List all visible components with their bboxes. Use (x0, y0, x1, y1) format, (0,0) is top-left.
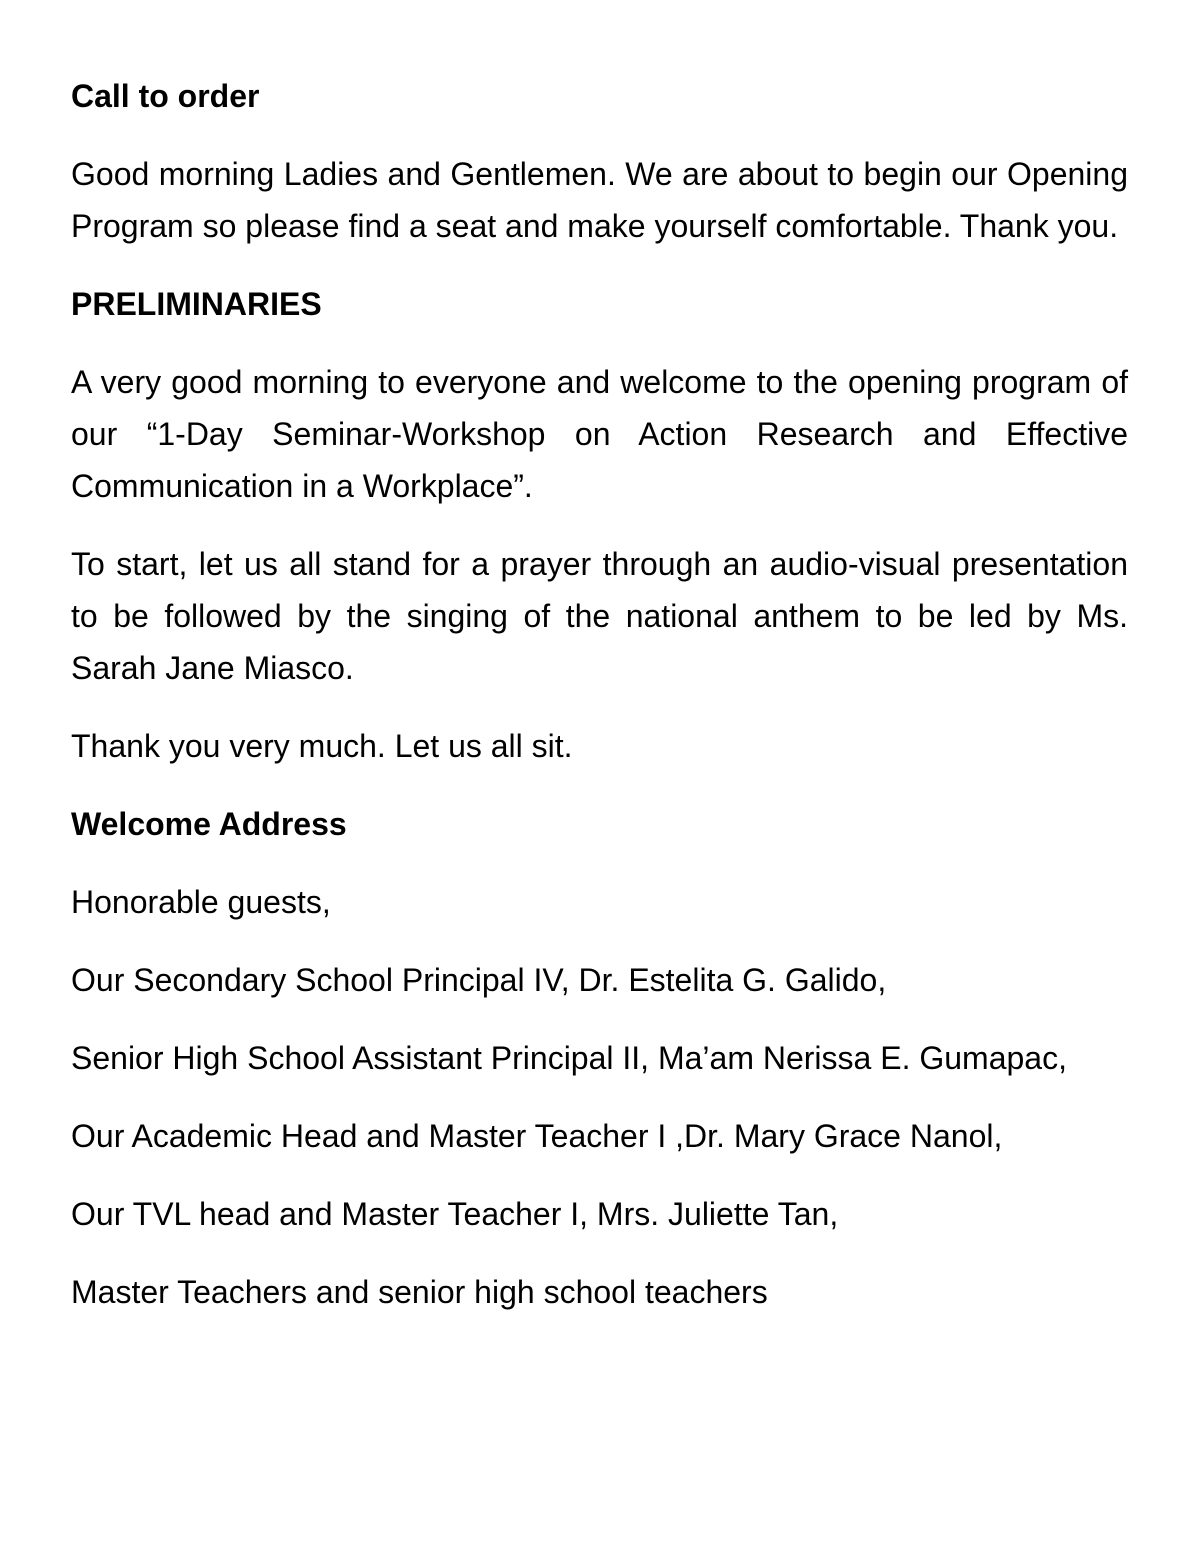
call-to-order-text: Good morning Ladies and Gentlemen. We are about to begin our Opening Program so please find a seat and make yourself comfortable. Thank you. (71, 156, 1128, 244)
call-to-order-heading: Call to order (71, 78, 260, 114)
welcome-address-line: Honorable guests, (71, 884, 331, 920)
welcome-address-line: Our Academic Head and Master Teacher I ,Dr. Mary Grace Nanol, (71, 1118, 1003, 1154)
welcome-address-line: Master Teachers and senior high school teachers (71, 1274, 768, 1310)
preliminaries-paragraph: Thank you very much. Let us all sit. (71, 728, 573, 764)
preliminaries-paragraph: To start, let us all stand for a prayer through an audio-visual presentation to be followed by the singing of the national anthem to be led by Ms. Sarah Jane Miasco. (71, 546, 1128, 686)
preliminaries-paragraph: A very good morning to everyone and welcome to the opening program of our “1-Day Seminar-Workshop on Action Research and Effective Communication in a Workplace”. (71, 364, 1128, 504)
document-page (71, 70, 1128, 1344)
welcome-address-line: Our Secondary School Principal IV, Dr. Estelita G. Galido, (71, 962, 887, 998)
welcome-address-heading: Welcome Address (71, 806, 347, 842)
welcome-address-line: Senior High School Assistant Principal II, Ma’am Nerissa E. Gumapac, (71, 1040, 1067, 1076)
preliminaries-heading: PRELIMINARIES (71, 286, 322, 322)
welcome-address-line: Our TVL head and Master Teacher I, Mrs. Juliette Tan, (71, 1196, 839, 1232)
